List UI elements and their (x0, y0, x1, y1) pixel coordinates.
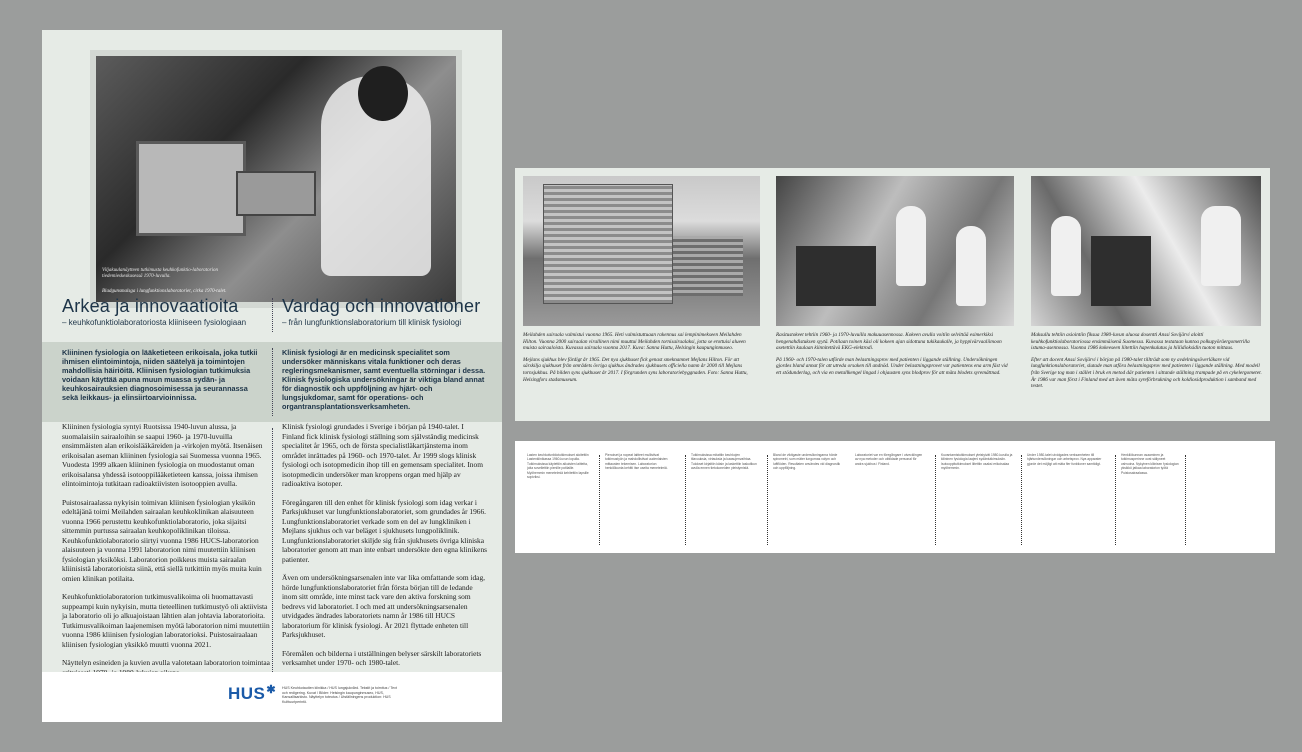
photo-caption-swedish: Bladgunsmalsga i lungfunktionslaboratoriet, cirka 1970-talet. (102, 289, 227, 294)
column-divider (767, 455, 768, 545)
column-divider (1115, 455, 1116, 545)
staff-figure-shape (1051, 216, 1081, 296)
lead-divider (272, 348, 273, 416)
caption-paragraph: Mejlans sjukhus blev färdigt år 1965. Det nya sjukhuset fick genast smeknamnet Mejlans Hilton. För att särskilja sjukhuset från områdets övriga sjukhus ändrades sjukhusets officiella namn år 2000 till Mejlans tornsjukhus. På bilden syns sjukhuset år 2017. I förgrunden syns laboratoriebyggnaden. Foto: Sanna Huttu, Helsingfors stadsmuseum. (523, 356, 748, 383)
hus-logo (228, 684, 275, 704)
nurse-figure-shape (896, 206, 926, 286)
poster (42, 30, 502, 722)
laboratory-photo (96, 56, 456, 302)
photo-caption-finnish: Viljakuulanäytteen tutkimusta keuhkofunktio-laboratorion tiedemieskeskusessä 1970-luvulla. (102, 268, 218, 279)
lead-finnish: Kliininen fysiologia on lääketieteen erikoisala, joka tutkii ihmisen elintoimintoja, niiden säätelyä ja toimintojen mahdollisia häiriöitä. Kliinisen fysiologian tutkimuksia voidaan käyttää apuna muun muassa sydän- ja keuhkosairauksien diagnosoimisessa ja seurannassa sekä leikkaus- ja elinsiirtoarvioinnissa. (62, 348, 258, 402)
title-swedish: Vardag och innovationer (282, 296, 481, 316)
body-swedish (282, 422, 488, 677)
cycle-ergometer-photo (1031, 176, 1261, 326)
caption-paragraph: Efter att docent Anssi Sovijärvi i början på 1980-talet tillträdt som ny avdelningsöverläkare vid lungfunktionslaboratoriet, slutade man utföra belastningsprov med patienten i liggande ställning. Med modell från Sverige tog man i stället i bruk en metod där patienten i sittande ställning trampade på en cykelergometer. År 1986 var man först i Finland med att även mäta syreförbrukning och koldioxidproduktion i samband med testet. (1031, 356, 1262, 390)
column-divider (685, 455, 686, 545)
text-column-body: Under 1980-talet utvidgades verksamheten till hjärtundersökningar och arbetsprov. Nya apparater gjorde det möjligt att mäta fler funktioner samtidigt. (1027, 453, 1102, 466)
body-paragraph: Keuhkofunktiolaboratorion tutkimusvalikoima oli huomattavasti suppeampi kuin nykyisin, mutta tieteellinen tutkimustyö oli aktiivista ja laboratorio oli jo alkuajoistaan lähtien alan johtavia laboratorioita. Tutkimusvalikoiman laajenemisen myötä laboratorion nimi muutettiin vuonna 1986 kliinisen fysiologian laboratorioksi. Puistosairaalaan kliinisen fysiologian yksikkö muutti vuonna 2021. (62, 592, 270, 649)
text-column-body: Lasten keuhkofunktiotutkimukset aloitettiin Lastenklinikassa 1960-luvun lopulla. Tutkimuksissa käytettiin aikuisten laitteita, joita sovellettiin pienille potilaille. Myöhemmin menetelmiä kehitettiin lapsille sopiviksi. (527, 453, 589, 480)
poster-photo-frame (90, 50, 462, 308)
text-column (605, 453, 671, 475)
poster-footer (42, 672, 502, 722)
caption-stress-test (776, 332, 1008, 382)
hus-logo-text: HUS (228, 684, 266, 703)
lead-swedish: Klinisk fysiologi är en medicinsk specialitet som undersöker människans vitala funktioner och deras regleringsmekanismer, samt eventuella störningar i dessa. Klinisk fysiologiska undersökningar är viktiga bland annat för diagnostik och uppföljning av hjärt- och lungsjukdomar, samt för operations- och organtransplantationsverksamheten. (282, 348, 486, 411)
body-finnish (62, 422, 270, 686)
body-paragraph: Klinisk fysiologi grundades i Sverige i början på 1940-talet. I Finland fick klinisk fysiologi ställning som självständig medicinsk specialitet år 1965, och de första specialistläkartjänsterna inom området inrättades på 1960- och 1970-talet. År 1999 slogs klinisk fysiologi och isotopmedicin ihop till en gemensam specialitet. Inom isotopmedicin undersöker man kroppens organ med hjälp av radioaktiva isotoper. (282, 422, 483, 488)
body-paragraph: Näyttelyn esineiden ja kuvien avulla valotetaan laboratorion toimintaa (62, 658, 270, 667)
subtitle-finnish: – keuhkofunktiolaboratoriosta kliiniseen fysiologiaan (62, 318, 247, 327)
column-divider (1185, 455, 1186, 545)
photo-panel (515, 168, 1270, 421)
caption-paragraph: Meilahden sairaala valmistui vuonna 1965. Heti valmistuttuaan rakennus sai lempinimekseen Meilahden Hilton. Vuonna 2000 sairaalan virallinen nimi muuttui Meilahden tornisairaalaksi, jotta se erottuisi alueen muista sairaaloista. Kuvassa sairaala vuonna 2017. Kuva: Sanna Huttu, Helsingin kaupunginmuseo. (523, 332, 746, 352)
caption-paragraph: Maksullu tehtiin asiointiin fiksua 1980-luvun aluosa dosentti Anssi Sovijärvi aloitti keuhkofunktiolaboratoriossa ensimmäisenä Suomessa. Kuvassa testataan kuntoa polkupyöräergometrilla istuma-asennossa. Vuonna 1986 kokeeseen liitettiin hapenkulutus ja hiilidioksidin tuoton mittaus. (1031, 332, 1250, 352)
caption-hospital (523, 332, 755, 388)
text-column-body: Kuvantamistutkimukset yleistyivät 1980-luvulla ja kliininen fysiologia laajeni sydäntutkimuksiin. Isotooppitutkimukset liitettiin osaksi erikoisalaa myöhemmin. (941, 453, 1013, 471)
text-column (773, 453, 843, 475)
lab-equipment-shape (136, 141, 246, 236)
ergometer-shape (796, 246, 876, 306)
tower-building-shape (543, 184, 673, 304)
text-column-body: Pienoiset ja nopeat laitteet mullistivat tutkimustyön ja mahdollistivat uudenlaisten mittausten tekemisen. Laboratorion henkilökunta kehitti itse useita menetelmiä. (605, 453, 668, 471)
body-paragraph: Föremålen och bilderna i utställningen belyser särskilt laboratoriets verksamhet under 1970- och 1980-talet. (282, 648, 482, 667)
doctor-figure-shape (956, 226, 986, 306)
title-finnish: Arkea ja innovaatioita (62, 296, 239, 316)
body-paragraph: Puistosairaalassa nykyisin toimivan kliinisen fysiologian yksikön edeltäjänä toimi Meilahden sairaalan keuhkoklinikan alaisuuteen vuonna 1966 perustettu keuhkofunktiolaboratorio, joka sijaitsi sittemmin purtussa sairaalan keuhkopoliklinikan tiloissa. Keuhkofunktiolaboratorio siirtyi vuonna 1986 HUCS-laboratorion alaisuuteen ja vuonna 1991 laboratorion nimi muutettiin kliinisen fysiologian yksiköksi. Laboratorion poikkeus muista sairaalan kliinisistä laboratorioista siinä, että siellä tutkittiin myös muita kuin omien klinikan potilaita. (62, 497, 262, 583)
caption-cycle-test (1031, 332, 1263, 395)
hus-logo-mark-icon: ✱ (266, 684, 277, 696)
text-column (1121, 453, 1179, 479)
text-column (941, 453, 1013, 475)
title-divider (272, 298, 273, 332)
body-divider (272, 428, 273, 690)
text-column-body: Laboratoriet var en föregångare i utvecklingen av nya metoder och utbildade personal för andra sjukhus i Finland. (855, 453, 923, 466)
text-column-body: Henkilökunnan osaaminen ja tutkimusperinne ovat säilyneet vahvoina. Nykyinen kliinisen fysiologian yksikkö jatkaa laboratorion työtä Puistosairaalassa. (1121, 453, 1179, 475)
column-divider (599, 455, 600, 545)
subtitle-swedish: – från lungfunktionslaboratorium till klinisk fysiologi (282, 318, 462, 327)
footer-credits: HUS Keuhkotautien klinikka / HUS lungsjukvård. Tekstit ja toimitus / Text och redigering. Kuvat / Bilder: Helsingin kaupunginmuseo, HUS, Kansallisarkisto. Näyttelyn toteutus / Utställningens produktion: HUS Kulttuuriperintö. (282, 686, 397, 704)
patient-figure-shape (1201, 206, 1241, 286)
nurse-head-shape (358, 66, 408, 121)
caption-paragraph: Rasitustokeet tehtiin 1960- ja 1970-luvuilla makuuasennossa. Kokeen avulla voitiin selvittää esimerkiksi hengenahdistuksen syytä. Potilaan toinen käsi oli kokeen ajan sidottuna tukikaukalle, ja hyppivärvaaliimoon asetettiin kaulaan kiinnitettävä EKG-elektrodi. (776, 332, 1002, 352)
body-paragraph: Kliininen fysiologia syntyi Ruotsissa 1940-luvun alussa, ja suomalaisiin sairaaloihin se saapui 1960- ja 1970-luvuilla ensimmäisten alan erikoislääkäreiden ja -virkojen myötä. Itsenäisen erikoisalan aseman kliininen fysiologia sai Suomessa vuonna 1965. Vuodesta 1999 alkaen kliininen fysiologia on muodostanut oman erikoisalansa yhdessä isotooppilääketieteen kanssa, joissa ihmisen elintoimintoja tutkitaan radioaktiivisten isotooppien avulla. (62, 422, 263, 488)
text-panel (515, 441, 1275, 553)
hospital-building-photo (523, 176, 760, 326)
text-column (691, 453, 757, 475)
column-divider (935, 455, 936, 545)
lab-instrument-shape (236, 171, 316, 216)
text-column-body: Bland de viktigaste undersökningarna hörde spirometri, som mäter lungornas volym och luftflöden. Resultaten användes vid diagnostik och uppföljning. (773, 453, 841, 471)
monitor-shape (1091, 236, 1151, 306)
text-column (527, 453, 593, 483)
lab-building-shape (673, 236, 743, 296)
stress-test-photo (776, 176, 1014, 326)
text-column-body: Tutkimuksissa mitattiin keuhkojen tilavuuksia, virtauksia ja kaasujenvaihtoa. Tulokset kirjattiin käsin ja laskettiin laskutikun avulla ennen tietokoneiden yleistymistä. (691, 453, 757, 471)
text-column (855, 453, 925, 470)
body-paragraph: Även om undersökningsarsenalen inte var lika omfattande som idag, hörde lungfunktionslaboratoriet från första början till de ledande inom sitt område, inte minst tack vare den aktiva forskning som bedrevs vid laboratoriet. I och med att undersökningsarsenalen utvidgades ändrades laboratoriets namn år 1986 till HUCS laboratorium för klinisk fysiologi. År 2021 flyttade enheten till Parksjukhuset. (282, 573, 485, 639)
body-paragraph: Föregångaren till den enhet för klinisk fysiologi som idag verkar i Parksjukhuset var lungfunktionslaboratoriet, som grundades år 1966. Lungfunktionslaboratoriet verkade som en del av lungkliniken i Mejlans sjukhus och var beläget i sjukhusets lungpoliklinik. Lungfunktionslaboratoriet skiljde sig från sjukhusets övriga kliniska laboratorier genom att man inte enbart undersökte den egna klinikens patienter. (282, 497, 488, 564)
caption-paragraph: På 1960- och 1970-talen utförde man belastningsprov med patienten i liggande ställning. Undersökningen gjordes bland annat för att utreda orsaken till andnöd. Under belastningsprovet var patientens ena arm fäst vid ett stödunderlag, och via en metallkengel lingad i ohjausten syns blodprov för att mäta blodets syremättnad. (776, 356, 1008, 376)
column-divider (1021, 455, 1022, 545)
text-column (1027, 453, 1103, 470)
